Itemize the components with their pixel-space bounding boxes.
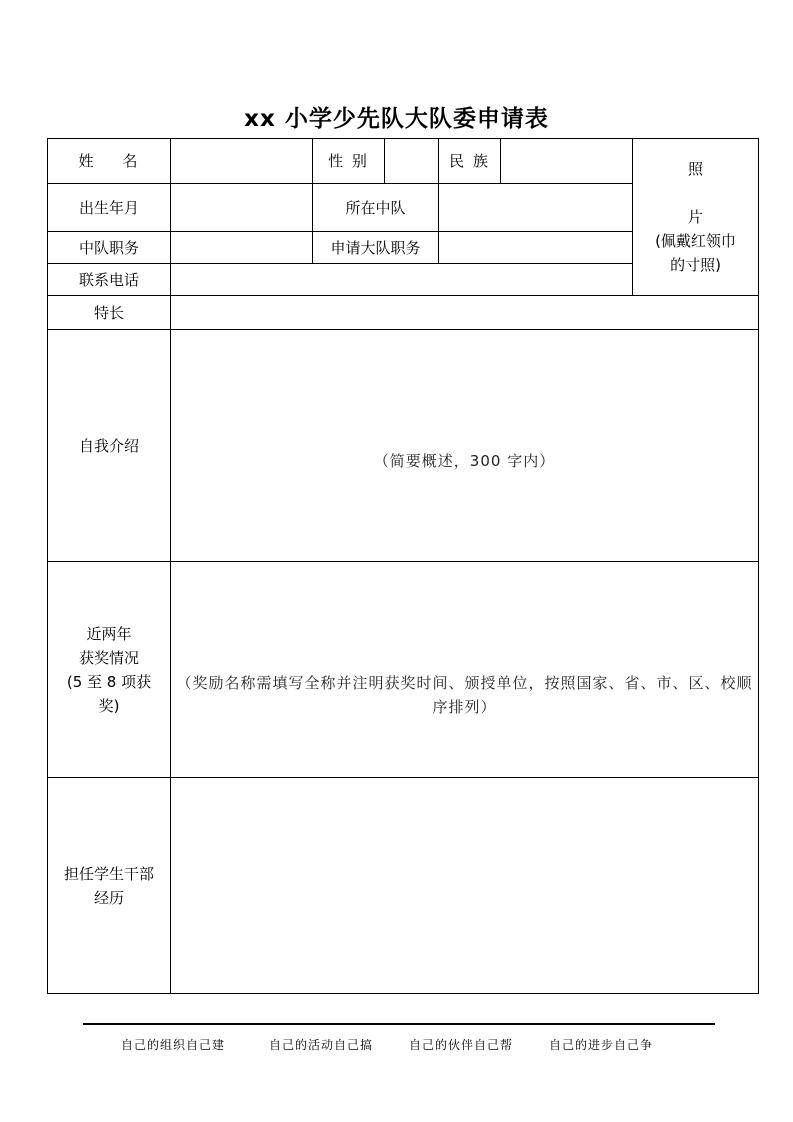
phone-field[interactable] <box>171 264 633 296</box>
cadre-label-line1: 担任学生干部 <box>63 864 154 883</box>
photo-label-2: 片 <box>687 208 703 226</box>
name-field[interactable] <box>171 139 313 184</box>
cadre-label-line2: 经历 <box>93 888 124 907</box>
squad-label: 所在中队 <box>313 184 439 232</box>
birth-field[interactable] <box>171 184 313 232</box>
application-form-table <box>47 138 759 994</box>
cadre-label <box>48 778 171 994</box>
awards-label-line4: 奖) <box>98 696 120 715</box>
name-label: 姓 名 <box>48 139 171 184</box>
phone-label: 联系电话 <box>48 264 171 296</box>
footer-slogan-3: 自己的伙伴自己帮 <box>409 1038 514 1052</box>
applied-role-label: 申请大队职务 <box>313 232 439 264</box>
squad-role-label: 中队职务 <box>48 232 171 264</box>
intro-field[interactable] <box>171 330 759 562</box>
intro-hint: （简要概述，300 字内） <box>373 451 556 470</box>
ethnicity-field[interactable] <box>501 139 633 184</box>
footer-divider <box>83 1023 715 1025</box>
photo-label-1: 照 <box>687 160 703 178</box>
awards-label-line3: (5 至 8 项获 <box>66 672 152 691</box>
awards-label <box>48 562 171 778</box>
gender-label: 性 别 <box>313 139 385 184</box>
awards-label-line1: 近两年 <box>86 624 132 643</box>
photo-box[interactable] <box>633 139 759 296</box>
birth-label: 出生年月 <box>48 184 171 232</box>
photo-label-3: (佩戴红领巾 <box>655 232 736 250</box>
intro-label: 自我介绍 <box>48 330 171 562</box>
gender-field[interactable] <box>385 139 439 184</box>
awards-field[interactable] <box>171 562 759 778</box>
squad-role-field[interactable] <box>171 232 313 264</box>
specialty-field[interactable] <box>171 296 759 330</box>
awards-label-line2: 获奖情况 <box>78 648 139 667</box>
cadre-field[interactable] <box>171 778 759 994</box>
page-title: xx 小学少先队大队委申请表 <box>244 106 549 132</box>
applied-role-field[interactable] <box>439 232 633 264</box>
awards-hint: （奖励名称需填写全称并注明获奖时间、颁授单位，按照国家、省、市、区、校顺序排列） <box>176 673 753 716</box>
footer-slogan-1: 自己的组织自己建 <box>121 1038 226 1052</box>
specialty-label: 特长 <box>48 296 171 330</box>
squad-field[interactable] <box>439 184 633 232</box>
photo-label-4: 的寸照) <box>670 256 721 274</box>
ethnicity-label: 民 族 <box>439 139 501 184</box>
footer-slogan-4: 自己的进步自己争 <box>549 1038 654 1052</box>
footer-slogan-2: 自己的活动自己搞 <box>269 1038 374 1052</box>
